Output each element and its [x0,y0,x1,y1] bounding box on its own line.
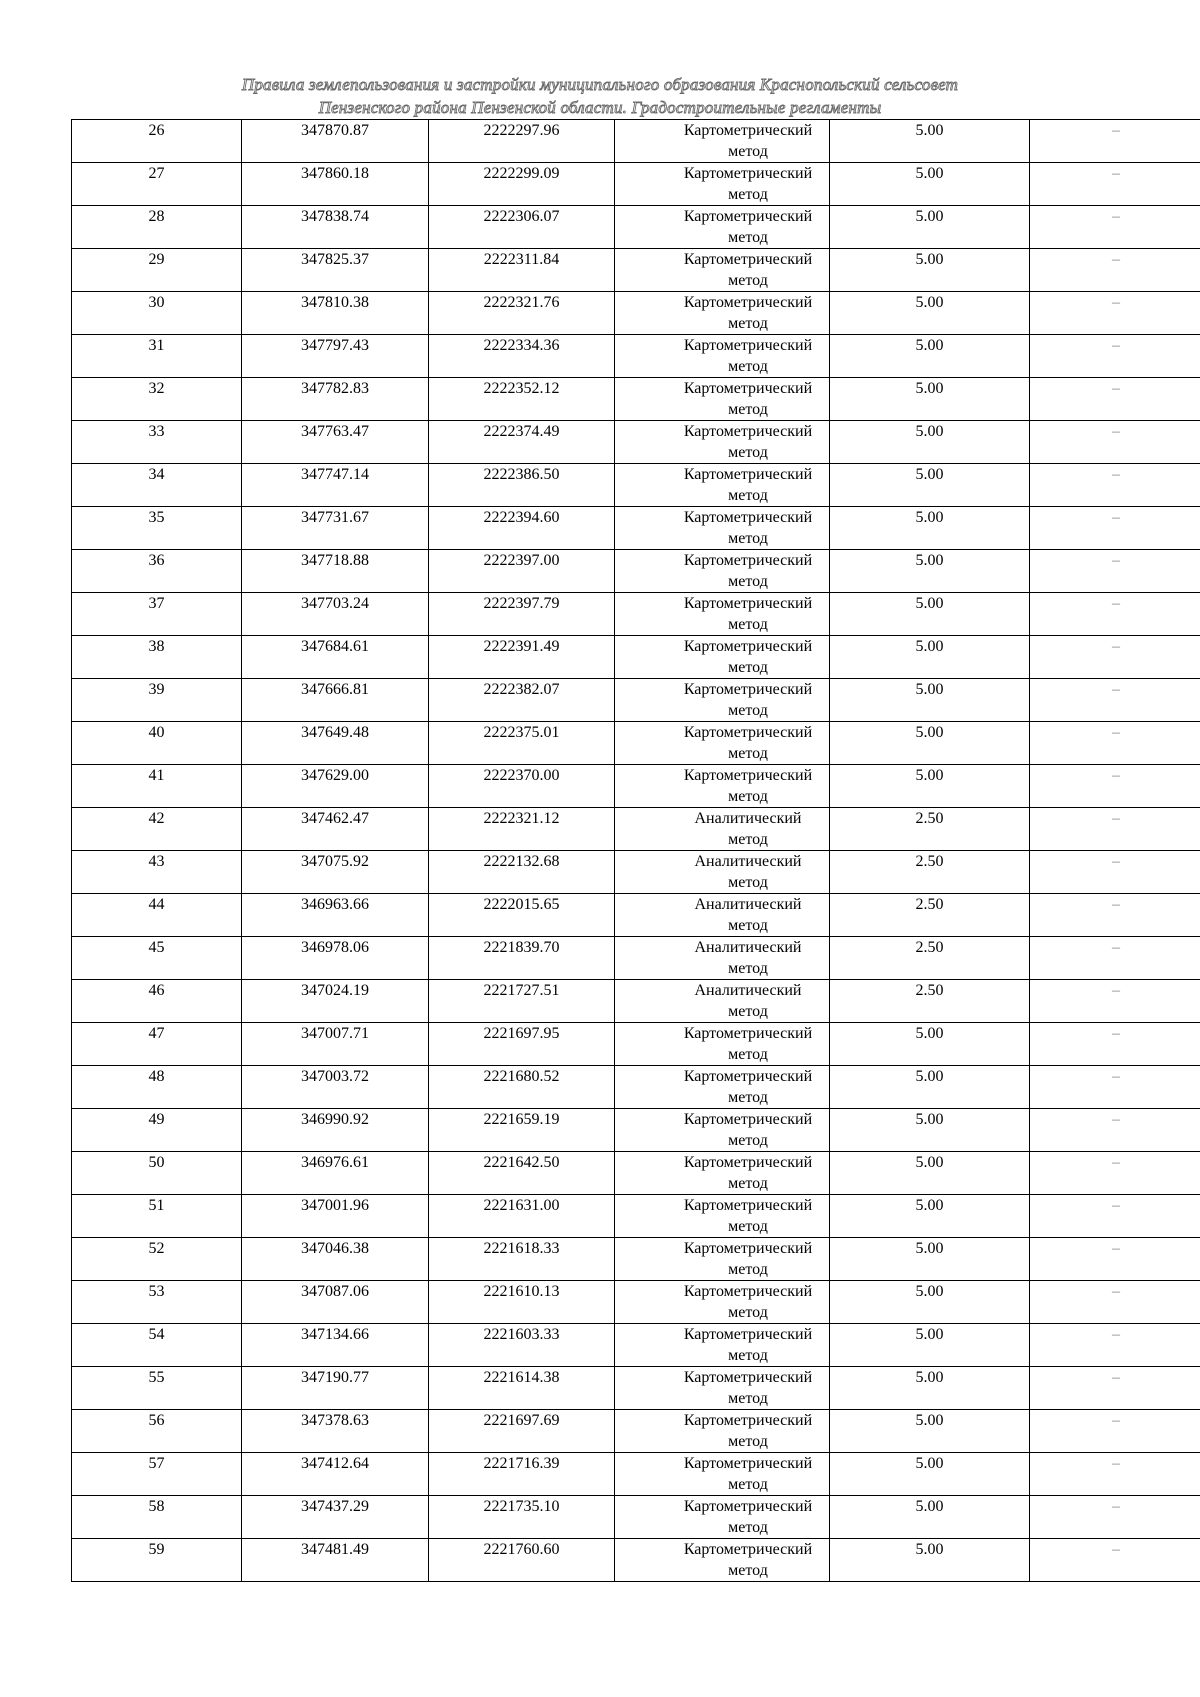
x-coordinate-cell: 347684.61 [242,636,429,679]
method-cell [615,550,830,593]
x-coordinate-cell: 346990.92 [242,1109,429,1152]
accuracy-cell: 5.00 [830,1496,1030,1539]
header-line-1: Правила землепользования и застройки муниципального образования Краснопольский сельсовет [241,75,959,94]
method-cell [615,249,830,292]
method-cell [615,163,830,206]
point-number-cell: 41 [72,765,242,808]
table-row [72,937,1200,980]
point-number-cell: 46 [72,980,242,1023]
table-row [72,1195,1200,1238]
point-number-cell: 40 [72,722,242,765]
y-coordinate-cell: 2221614.38 [429,1367,615,1410]
table-row [72,507,1200,550]
method-cell [615,851,830,894]
method-text: Картометрический метод [683,681,813,719]
point-number-cell: 31 [72,335,242,378]
x-coordinate-cell: 346976.61 [242,1152,429,1195]
y-coordinate-cell: 2222397.79 [429,593,615,636]
note-cell: – [1030,636,1200,679]
point-number-cell: 49 [72,1109,242,1152]
table-row [72,1281,1200,1324]
accuracy-cell: 5.00 [830,1324,1030,1367]
point-number-cell: 42 [72,808,242,851]
method-text: Картометрический метод [683,1369,813,1407]
table-row [72,1539,1200,1582]
x-coordinate-cell: 347763.47 [242,421,429,464]
table-row [72,1367,1200,1410]
accuracy-cell: 5.00 [830,1367,1030,1410]
accuracy-cell: 2.50 [830,980,1030,1023]
y-coordinate-cell: 2222370.00 [429,765,615,808]
accuracy-cell: 2.50 [830,808,1030,851]
coordinates-table-body [72,120,1200,1582]
method-cell [615,894,830,937]
table-row [72,378,1200,421]
accuracy-cell: 2.50 [830,851,1030,894]
method-cell [615,507,830,550]
accuracy-cell: 5.00 [830,550,1030,593]
x-coordinate-cell: 347007.71 [242,1023,429,1066]
accuracy-cell: 2.50 [830,894,1030,937]
x-coordinate-cell: 347024.19 [242,980,429,1023]
y-coordinate-cell: 2221839.70 [429,937,615,980]
method-cell [615,1453,830,1496]
accuracy-cell: 5.00 [830,1195,1030,1238]
y-coordinate-cell: 2222321.12 [429,808,615,851]
table-row [72,292,1200,335]
x-coordinate-cell: 346978.06 [242,937,429,980]
y-coordinate-cell: 2221697.95 [429,1023,615,1066]
point-number-cell: 37 [72,593,242,636]
table-row [72,550,1200,593]
accuracy-cell: 5.00 [830,765,1030,808]
x-coordinate-cell: 346963.66 [242,894,429,937]
y-coordinate-cell: 2222321.76 [429,292,615,335]
y-coordinate-cell: 2222299.09 [429,163,615,206]
y-coordinate-cell: 2221603.33 [429,1324,615,1367]
method-cell [615,1410,830,1453]
y-coordinate-cell: 2221631.00 [429,1195,615,1238]
note-cell: – [1030,507,1200,550]
x-coordinate-cell: 347747.14 [242,464,429,507]
method-text: Картометрический метод [683,337,813,375]
y-coordinate-cell: 2221727.51 [429,980,615,1023]
note-cell: – [1030,937,1200,980]
note-cell: – [1030,378,1200,421]
point-number-cell: 59 [72,1539,242,1582]
method-text: Картометрический метод [683,595,813,633]
point-number-cell: 43 [72,851,242,894]
table-row [72,464,1200,507]
y-coordinate-cell: 2222382.07 [429,679,615,722]
point-number-cell: 32 [72,378,242,421]
method-cell [615,937,830,980]
method-cell [615,1496,830,1539]
accuracy-cell: 5.00 [830,1066,1030,1109]
method-cell [615,980,830,1023]
method-text: Картометрический метод [683,1455,813,1493]
method-text: Аналитический метод [694,810,802,848]
table-row [72,722,1200,765]
table-row [72,851,1200,894]
accuracy-cell: 5.00 [830,163,1030,206]
table-row [72,765,1200,808]
table-row [72,1109,1200,1152]
x-coordinate-cell: 347003.72 [242,1066,429,1109]
note-cell: – [1030,120,1200,163]
note-cell: – [1030,335,1200,378]
note-cell: – [1030,464,1200,507]
x-coordinate-cell: 347378.63 [242,1410,429,1453]
page-header [0,73,1200,119]
table-row [72,1238,1200,1281]
point-number-cell: 52 [72,1238,242,1281]
x-coordinate-cell: 347782.83 [242,378,429,421]
note-cell: – [1030,421,1200,464]
table-row [72,1066,1200,1109]
point-number-cell: 30 [72,292,242,335]
accuracy-cell: 5.00 [830,1152,1030,1195]
point-number-cell: 39 [72,679,242,722]
note-cell: – [1030,1066,1200,1109]
method-text: Картометрический метод [683,767,813,805]
y-coordinate-cell: 2222397.00 [429,550,615,593]
note-cell: – [1030,1539,1200,1582]
method-cell [615,1367,830,1410]
note-cell: – [1030,1281,1200,1324]
method-text: Картометрический метод [683,294,813,332]
table-row [72,593,1200,636]
method-text: Аналитический метод [694,982,802,1020]
method-text: Картометрический метод [683,1154,813,1192]
method-text: Картометрический метод [683,1197,813,1235]
point-number-cell: 48 [72,1066,242,1109]
method-cell [615,808,830,851]
y-coordinate-cell: 2222132.68 [429,851,615,894]
method-cell [615,1238,830,1281]
note-cell: – [1030,1109,1200,1152]
method-text: Картометрический метод [683,509,813,547]
accuracy-cell: 5.00 [830,1023,1030,1066]
point-number-cell: 36 [72,550,242,593]
table-row [72,679,1200,722]
method-text: Картометрический метод [683,1412,813,1450]
note-cell: – [1030,722,1200,765]
table-row [72,1453,1200,1496]
accuracy-cell: 5.00 [830,421,1030,464]
method-text: Картометрический метод [683,1283,813,1321]
x-coordinate-cell: 347046.38 [242,1238,429,1281]
method-text: Картометрический метод [683,1498,813,1536]
accuracy-cell: 5.00 [830,378,1030,421]
method-text: Картометрический метод [683,380,813,418]
note-cell: – [1030,1195,1200,1238]
method-text: Картометрический метод [683,1240,813,1278]
x-coordinate-cell: 347860.18 [242,163,429,206]
y-coordinate-cell: 2222374.49 [429,421,615,464]
x-coordinate-cell: 347412.64 [242,1453,429,1496]
table-row [72,249,1200,292]
accuracy-cell: 5.00 [830,1410,1030,1453]
note-cell: – [1030,163,1200,206]
method-cell [615,1066,830,1109]
point-number-cell: 38 [72,636,242,679]
table-row [72,1023,1200,1066]
x-coordinate-cell: 347437.29 [242,1496,429,1539]
table-row [72,1152,1200,1195]
point-number-cell: 51 [72,1195,242,1238]
x-coordinate-cell: 347087.06 [242,1281,429,1324]
table-row [72,421,1200,464]
table-row [72,120,1200,163]
note-cell: – [1030,1410,1200,1453]
note-cell: – [1030,292,1200,335]
header-line-2: Пензенского района Пензенской области. Градостроительные регламенты [318,98,882,117]
note-cell: – [1030,1324,1200,1367]
method-text: Картометрический метод [683,466,813,504]
point-number-cell: 54 [72,1324,242,1367]
point-number-cell: 26 [72,120,242,163]
method-cell [615,1152,830,1195]
point-number-cell: 53 [72,1281,242,1324]
method-cell [615,1281,830,1324]
y-coordinate-cell: 2222306.07 [429,206,615,249]
method-text: Картометрический метод [683,1326,813,1364]
method-text: Картометрический метод [683,1025,813,1063]
y-coordinate-cell: 2222311.84 [429,249,615,292]
y-coordinate-cell: 2222386.50 [429,464,615,507]
accuracy-cell: 5.00 [830,636,1030,679]
x-coordinate-cell: 347825.37 [242,249,429,292]
point-number-cell: 27 [72,163,242,206]
x-coordinate-cell: 347134.66 [242,1324,429,1367]
y-coordinate-cell: 2221716.39 [429,1453,615,1496]
method-cell [615,765,830,808]
note-cell: – [1030,894,1200,937]
point-number-cell: 57 [72,1453,242,1496]
x-coordinate-cell: 347075.92 [242,851,429,894]
point-number-cell: 50 [72,1152,242,1195]
note-cell: – [1030,1367,1200,1410]
note-cell: – [1030,1238,1200,1281]
table-row [72,980,1200,1023]
accuracy-cell: 5.00 [830,593,1030,636]
method-cell [615,679,830,722]
y-coordinate-cell: 2222297.96 [429,120,615,163]
table-row [72,163,1200,206]
y-coordinate-cell: 2221735.10 [429,1496,615,1539]
method-text: Картометрический метод [683,165,813,203]
accuracy-cell: 5.00 [830,1453,1030,1496]
method-cell [615,378,830,421]
table-row [72,1496,1200,1539]
accuracy-cell: 5.00 [830,1539,1030,1582]
method-cell [615,1539,830,1582]
point-number-cell: 47 [72,1023,242,1066]
table-row [72,636,1200,679]
accuracy-cell: 5.00 [830,249,1030,292]
method-text: Картометрический метод [683,122,813,160]
note-cell: – [1030,206,1200,249]
method-text: Картометрический метод [683,1541,813,1579]
method-text: Аналитический метод [694,853,802,891]
x-coordinate-cell: 347481.49 [242,1539,429,1582]
x-coordinate-cell: 347629.00 [242,765,429,808]
point-number-cell: 34 [72,464,242,507]
y-coordinate-cell: 2221697.69 [429,1410,615,1453]
accuracy-cell: 5.00 [830,206,1030,249]
method-text: Картометрический метод [683,423,813,461]
method-text: Картометрический метод [683,638,813,676]
method-text: Аналитический метод [694,939,802,977]
y-coordinate-cell: 2222334.36 [429,335,615,378]
point-number-cell: 44 [72,894,242,937]
y-coordinate-cell: 2222391.49 [429,636,615,679]
y-coordinate-cell: 2221659.19 [429,1109,615,1152]
note-cell: – [1030,1496,1200,1539]
x-coordinate-cell: 347703.24 [242,593,429,636]
note-cell: – [1030,249,1200,292]
accuracy-cell: 5.00 [830,679,1030,722]
y-coordinate-cell: 2222015.65 [429,894,615,937]
method-cell [615,1324,830,1367]
y-coordinate-cell: 2222394.60 [429,507,615,550]
method-cell [615,206,830,249]
point-number-cell: 28 [72,206,242,249]
method-text: Картометрический метод [683,724,813,762]
x-coordinate-cell: 347797.43 [242,335,429,378]
x-coordinate-cell: 347001.96 [242,1195,429,1238]
accuracy-cell: 5.00 [830,1238,1030,1281]
accuracy-cell: 5.00 [830,464,1030,507]
accuracy-cell: 5.00 [830,722,1030,765]
table-row [72,206,1200,249]
point-number-cell: 58 [72,1496,242,1539]
note-cell: – [1030,679,1200,722]
accuracy-cell: 2.50 [830,937,1030,980]
y-coordinate-cell: 2222375.01 [429,722,615,765]
accuracy-cell: 5.00 [830,292,1030,335]
x-coordinate-cell: 347731.67 [242,507,429,550]
method-cell [615,464,830,507]
point-number-cell: 33 [72,421,242,464]
y-coordinate-cell: 2221618.33 [429,1238,615,1281]
x-coordinate-cell: 347838.74 [242,206,429,249]
method-cell [615,335,830,378]
point-number-cell: 35 [72,507,242,550]
accuracy-cell: 5.00 [830,1281,1030,1324]
method-text: Картометрический метод [683,208,813,246]
method-cell [615,636,830,679]
note-cell: – [1030,593,1200,636]
x-coordinate-cell: 347718.88 [242,550,429,593]
method-cell [615,722,830,765]
x-coordinate-cell: 347666.81 [242,679,429,722]
x-coordinate-cell: 347810.38 [242,292,429,335]
table-row [72,1324,1200,1367]
table-row [72,894,1200,937]
point-number-cell: 55 [72,1367,242,1410]
x-coordinate-cell: 347462.47 [242,808,429,851]
x-coordinate-cell: 347649.48 [242,722,429,765]
point-number-cell: 45 [72,937,242,980]
y-coordinate-cell: 2221680.52 [429,1066,615,1109]
method-cell [615,292,830,335]
note-cell: – [1030,808,1200,851]
note-cell: – [1030,1152,1200,1195]
point-number-cell: 29 [72,249,242,292]
note-cell: – [1030,980,1200,1023]
method-cell [615,593,830,636]
note-cell: – [1030,550,1200,593]
accuracy-cell: 5.00 [830,1109,1030,1152]
note-cell: – [1030,851,1200,894]
method-text: Картометрический метод [683,251,813,289]
y-coordinate-cell: 2221610.13 [429,1281,615,1324]
method-cell [615,1195,830,1238]
table-row [72,335,1200,378]
x-coordinate-cell: 347870.87 [242,120,429,163]
note-cell: – [1030,1453,1200,1496]
method-text: Картометрический метод [683,1068,813,1106]
table-row [72,1410,1200,1453]
coordinates-table [71,119,1200,1582]
accuracy-cell: 5.00 [830,507,1030,550]
point-number-cell: 56 [72,1410,242,1453]
note-cell: – [1030,1023,1200,1066]
method-text: Картометрический метод [683,1111,813,1149]
method-cell [615,1109,830,1152]
accuracy-cell: 5.00 [830,120,1030,163]
method-cell [615,120,830,163]
y-coordinate-cell: 2222352.12 [429,378,615,421]
accuracy-cell: 5.00 [830,335,1030,378]
note-cell: – [1030,765,1200,808]
method-cell [615,421,830,464]
y-coordinate-cell: 2221642.50 [429,1152,615,1195]
method-text: Картометрический метод [683,552,813,590]
method-cell [615,1023,830,1066]
y-coordinate-cell: 2221760.60 [429,1539,615,1582]
x-coordinate-cell: 347190.77 [242,1367,429,1410]
table-row [72,808,1200,851]
method-text: Аналитический метод [694,896,802,934]
